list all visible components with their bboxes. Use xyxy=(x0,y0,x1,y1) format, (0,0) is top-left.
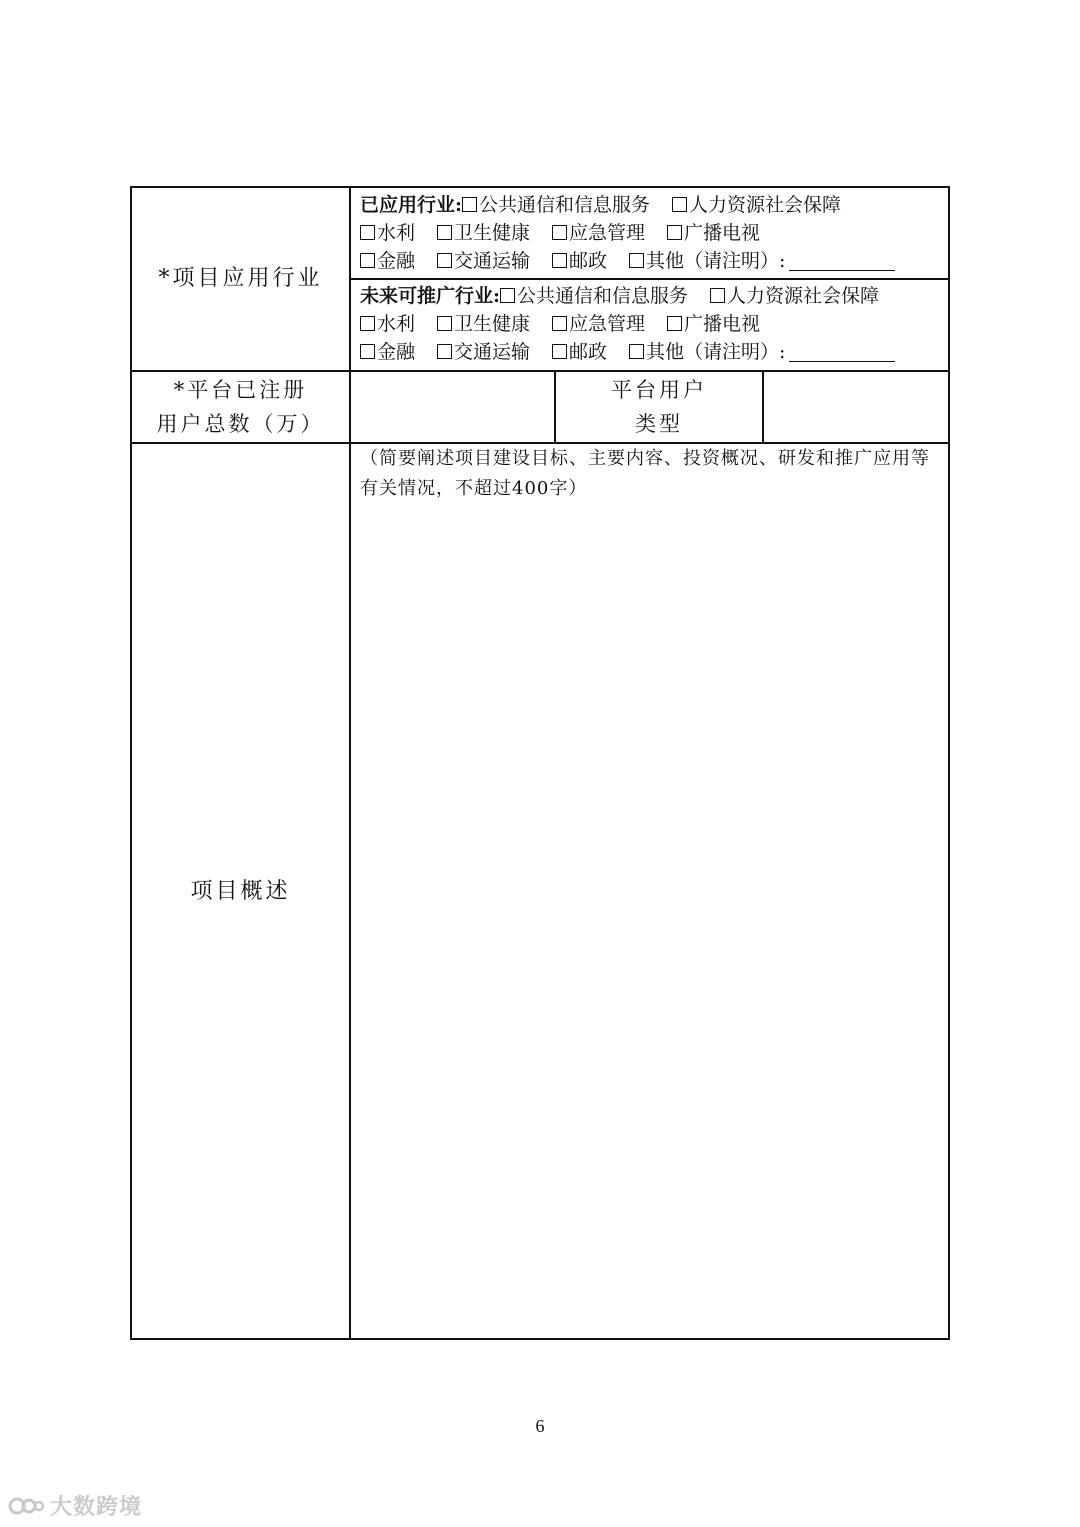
applied-row-3 xyxy=(360,247,895,275)
checkbox-option[interactable]: 其他（请注明）: xyxy=(629,250,895,272)
checkbox-icon[interactable] xyxy=(710,288,725,303)
checkbox-option[interactable]: 水利 xyxy=(360,222,415,244)
applied-row-1 xyxy=(360,191,841,219)
checkbox-icon[interactable] xyxy=(552,225,567,240)
checkbox-icon[interactable] xyxy=(552,316,567,331)
checkbox-option[interactable]: 人力资源社会保障 xyxy=(710,285,879,307)
checkbox-option[interactable]: 邮政 xyxy=(552,341,607,363)
watermark xyxy=(8,1490,142,1521)
overview-label xyxy=(132,444,349,1340)
checkbox-icon[interactable] xyxy=(360,344,375,359)
other-specify-field[interactable] xyxy=(789,341,895,362)
registered-users-value-field[interactable] xyxy=(351,372,554,442)
checkbox-option[interactable]: 应急管理 xyxy=(552,313,645,335)
checkbox-option[interactable]: 广播电视 xyxy=(667,222,760,244)
registered-users-label xyxy=(132,372,349,442)
checkbox-option[interactable]: 金融 xyxy=(360,341,415,363)
checkbox-icon[interactable] xyxy=(629,344,644,359)
future-row-3 xyxy=(360,338,895,366)
checkbox-option[interactable]: 人力资源社会保障 xyxy=(672,194,841,216)
checkbox-option[interactable]: 交通运输 xyxy=(437,341,530,363)
checkbox-option[interactable]: 卫生健康 xyxy=(437,313,530,335)
industry-label xyxy=(132,188,349,370)
checkbox-option[interactable]: 卫生健康 xyxy=(437,222,530,244)
future-row-1 xyxy=(360,282,879,310)
checkbox-icon[interactable] xyxy=(437,225,452,240)
applied-row-2 xyxy=(360,219,760,247)
checkbox-icon[interactable] xyxy=(360,316,375,331)
checkbox-option[interactable]: 交通运输 xyxy=(437,250,530,272)
future-row-2 xyxy=(360,310,760,338)
watermark-text: 大数跨境 xyxy=(50,1495,143,1520)
industry-label-text: *项目应用行业 xyxy=(158,266,323,291)
other-specify-field[interactable] xyxy=(789,250,895,271)
checkbox-icon[interactable] xyxy=(500,288,515,303)
user-type-label xyxy=(556,372,762,442)
checkbox-icon[interactable] xyxy=(360,225,375,240)
user-type-value-field[interactable] xyxy=(764,372,950,442)
overview-label-text: 项目概述 xyxy=(190,879,291,904)
checkbox-icon[interactable] xyxy=(437,316,452,331)
checkbox-option[interactable]: 金融 xyxy=(360,250,415,272)
overview-instruction: （简要阐述项目建设目标、主要内容、投资概况、研发和推广应用等有关情况，不超过400字） xyxy=(360,448,930,499)
watermark-logo-icon xyxy=(8,1493,44,1519)
page-number: 6 xyxy=(535,1416,545,1436)
checkbox-icon[interactable] xyxy=(629,253,644,268)
checkbox-icon[interactable] xyxy=(667,316,682,331)
applied-industries-title: 已应用行业: xyxy=(360,194,463,216)
checkbox-icon[interactable] xyxy=(552,344,567,359)
checkbox-icon[interactable] xyxy=(437,253,452,268)
checkbox-icon[interactable] xyxy=(667,225,682,240)
checkbox-option[interactable]: 水利 xyxy=(360,313,415,335)
future-industries-title: 未来可推广行业: xyxy=(360,285,501,307)
checkbox-option[interactable]: 公共通信和信息服务 xyxy=(462,194,650,216)
application-form-table xyxy=(130,186,950,1340)
industry-subrow-divider xyxy=(349,278,950,280)
user-type-label-line2: 类型 xyxy=(635,412,683,436)
user-type-label-line1: 平台用户 xyxy=(611,378,707,402)
checkbox-option[interactable]: 公共通信和信息服务 xyxy=(500,285,688,307)
checkbox-icon[interactable] xyxy=(437,344,452,359)
checkbox-option[interactable]: 邮政 xyxy=(552,250,607,272)
checkbox-option[interactable]: 其他（请注明）: xyxy=(629,341,895,363)
checkbox-option[interactable]: 广播电视 xyxy=(667,313,760,335)
checkbox-icon[interactable] xyxy=(552,253,567,268)
checkbox-option[interactable]: 应急管理 xyxy=(552,222,645,244)
registered-users-label-line1: *平台已注册 xyxy=(173,378,308,402)
overview-text-area[interactable] xyxy=(351,508,950,1340)
checkbox-icon[interactable] xyxy=(462,197,477,212)
checkbox-icon[interactable] xyxy=(360,253,375,268)
checkbox-icon[interactable] xyxy=(672,197,687,212)
registered-users-label-line2: 用户总数（万） xyxy=(156,412,325,436)
